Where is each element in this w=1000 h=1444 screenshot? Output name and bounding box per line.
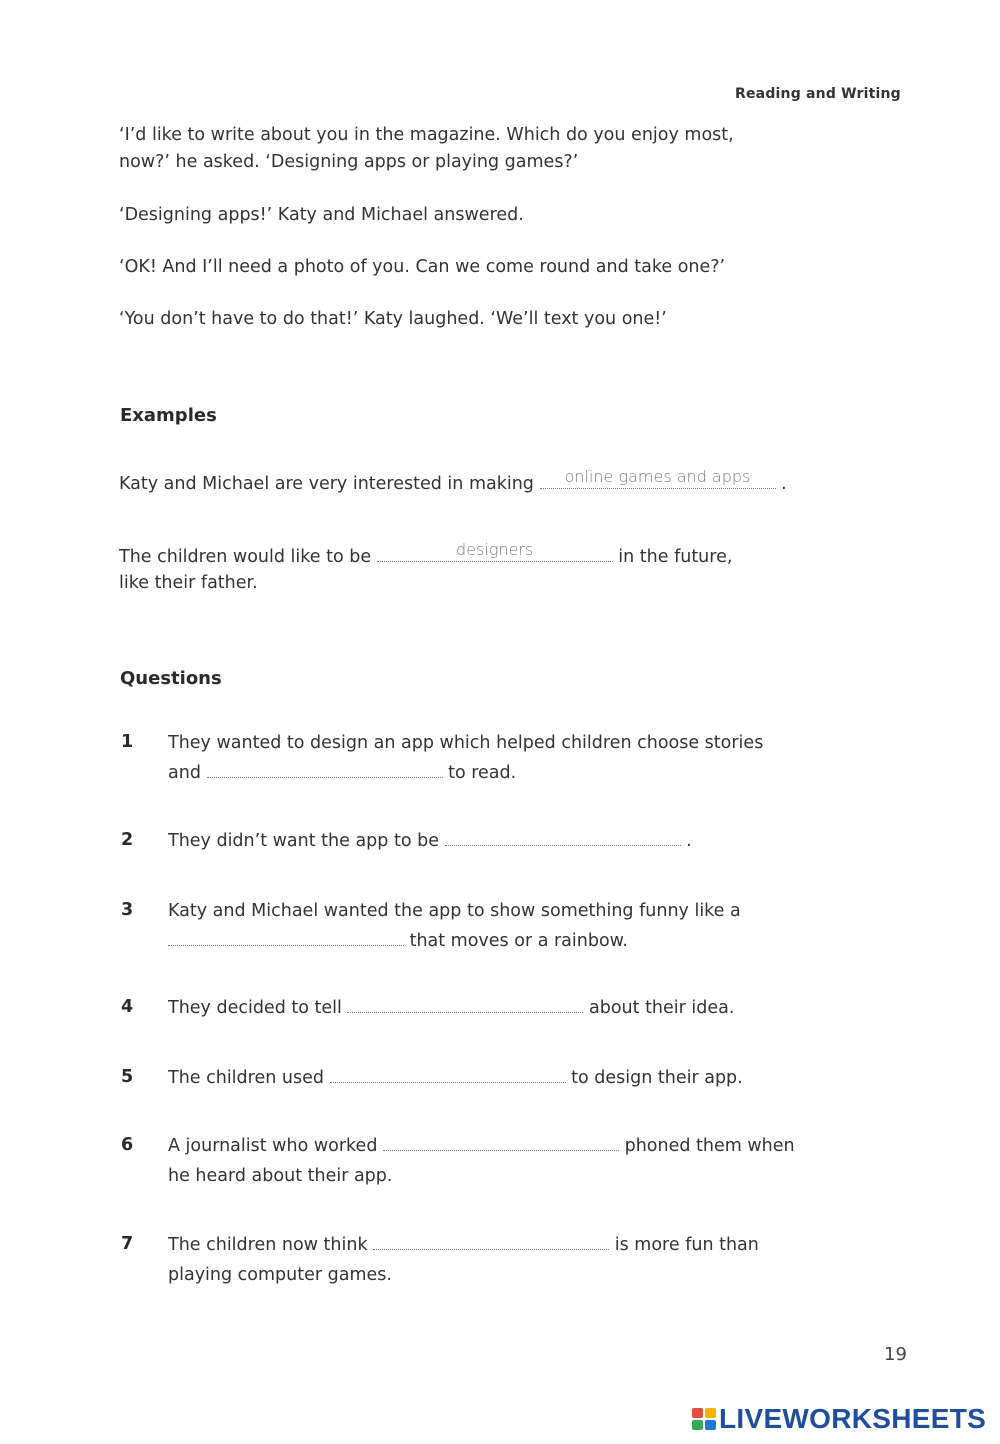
example-1-end: . — [781, 474, 787, 494]
question-5-prefix: The children used — [168, 1068, 324, 1088]
answer-input-5[interactable] — [330, 1064, 566, 1083]
answer-input-3[interactable] — [168, 927, 404, 946]
question-1 — [168, 728, 763, 788]
question-6-suffix: phoned them when — [624, 1136, 795, 1156]
question-5 — [168, 1063, 743, 1093]
examples-heading: Examples — [120, 405, 217, 426]
answer-input-2[interactable] — [445, 827, 681, 846]
example-1-text: Katy and Michael are very interested in making — [119, 474, 534, 494]
question-2-suffix: . — [686, 831, 692, 851]
questions-heading: Questions — [120, 668, 222, 689]
question-number: 6 — [121, 1135, 134, 1155]
question-1-prefix: and — [168, 763, 201, 783]
story-line: now?’ he asked. ‘Designing apps or playing games?’ — [119, 152, 579, 172]
question-3-suffix: that moves or a rainbow. — [409, 931, 628, 951]
question-4 — [168, 993, 734, 1023]
question-6-prefix: A journalist who worked — [168, 1136, 378, 1156]
section-header: Reading and Writing — [735, 86, 901, 102]
logo-square — [705, 1420, 716, 1430]
story-paragraph-2: ‘Designing apps!’ Katy and Michael answered. — [119, 205, 524, 225]
question-2-prefix: They didn’t want the app to be — [168, 831, 439, 851]
example-1 — [119, 467, 787, 494]
question-3 — [168, 896, 741, 956]
question-number: 3 — [121, 900, 134, 920]
example-1-answer-field — [540, 467, 776, 489]
question-1-line-2 — [168, 758, 763, 788]
story-paragraph-4: ‘You don’t have to do that!’ Katy laughed. ‘We’ll text you one!’ — [119, 309, 667, 329]
answer-input-4[interactable] — [347, 994, 583, 1013]
answer-input-6[interactable] — [383, 1132, 619, 1151]
example-2-answer: designers — [456, 540, 534, 559]
question-number: 1 — [121, 732, 134, 752]
question-7-suffix: is more fun than — [614, 1235, 759, 1255]
example-2-text: The children would like to be — [119, 547, 372, 567]
question-number: 5 — [121, 1067, 134, 1087]
liveworksheets-logo — [692, 1403, 986, 1435]
question-6-line-2: he heard about their app. — [168, 1166, 393, 1186]
question-number: 7 — [121, 1234, 134, 1254]
answer-input-1[interactable] — [207, 759, 443, 778]
question-5-suffix: to design their app. — [571, 1068, 743, 1088]
example-2-line-2: like their father. — [119, 573, 258, 593]
question-3-line-1: Katy and Michael wanted the app to show something funny like a — [168, 901, 741, 921]
question-1-line-1: They wanted to design an app which helped children choose stories — [168, 733, 764, 753]
question-7-line-2: playing computer games. — [168, 1265, 392, 1285]
example-2-answer-field — [377, 540, 613, 562]
question-7 — [168, 1230, 759, 1290]
question-1-suffix: to read. — [448, 763, 517, 783]
question-7-prefix: The children now think — [168, 1235, 368, 1255]
logo-square — [692, 1408, 703, 1418]
logo-icon — [692, 1408, 716, 1430]
story-paragraph-1 — [119, 122, 734, 176]
question-number: 2 — [121, 830, 134, 850]
story-paragraph-3: ‘OK! And I’ll need a photo of you. Can we come round and take one?’ — [119, 257, 726, 277]
page-number: 19 — [884, 1344, 907, 1365]
question-6 — [168, 1131, 795, 1191]
question-number: 4 — [121, 997, 134, 1017]
question-2 — [168, 826, 692, 856]
example-2 — [119, 540, 733, 567]
question-3-line-2 — [168, 926, 741, 956]
question-7-line-1 — [168, 1230, 759, 1260]
question-4-suffix: about their idea. — [589, 998, 735, 1018]
question-6-line-1 — [168, 1131, 795, 1161]
logo-text: LIVEWORKSHEETS — [719, 1403, 987, 1434]
answer-input-7[interactable] — [373, 1231, 609, 1250]
logo-square — [705, 1408, 716, 1418]
example-1-answer: online games and apps — [564, 467, 751, 486]
logo-square — [692, 1420, 703, 1430]
example-2-end: in the future, — [618, 547, 733, 567]
question-4-prefix: They decided to tell — [168, 998, 342, 1018]
story-line: ‘I’d like to write about you in the magazine. Which do you enjoy most, — [119, 125, 734, 145]
